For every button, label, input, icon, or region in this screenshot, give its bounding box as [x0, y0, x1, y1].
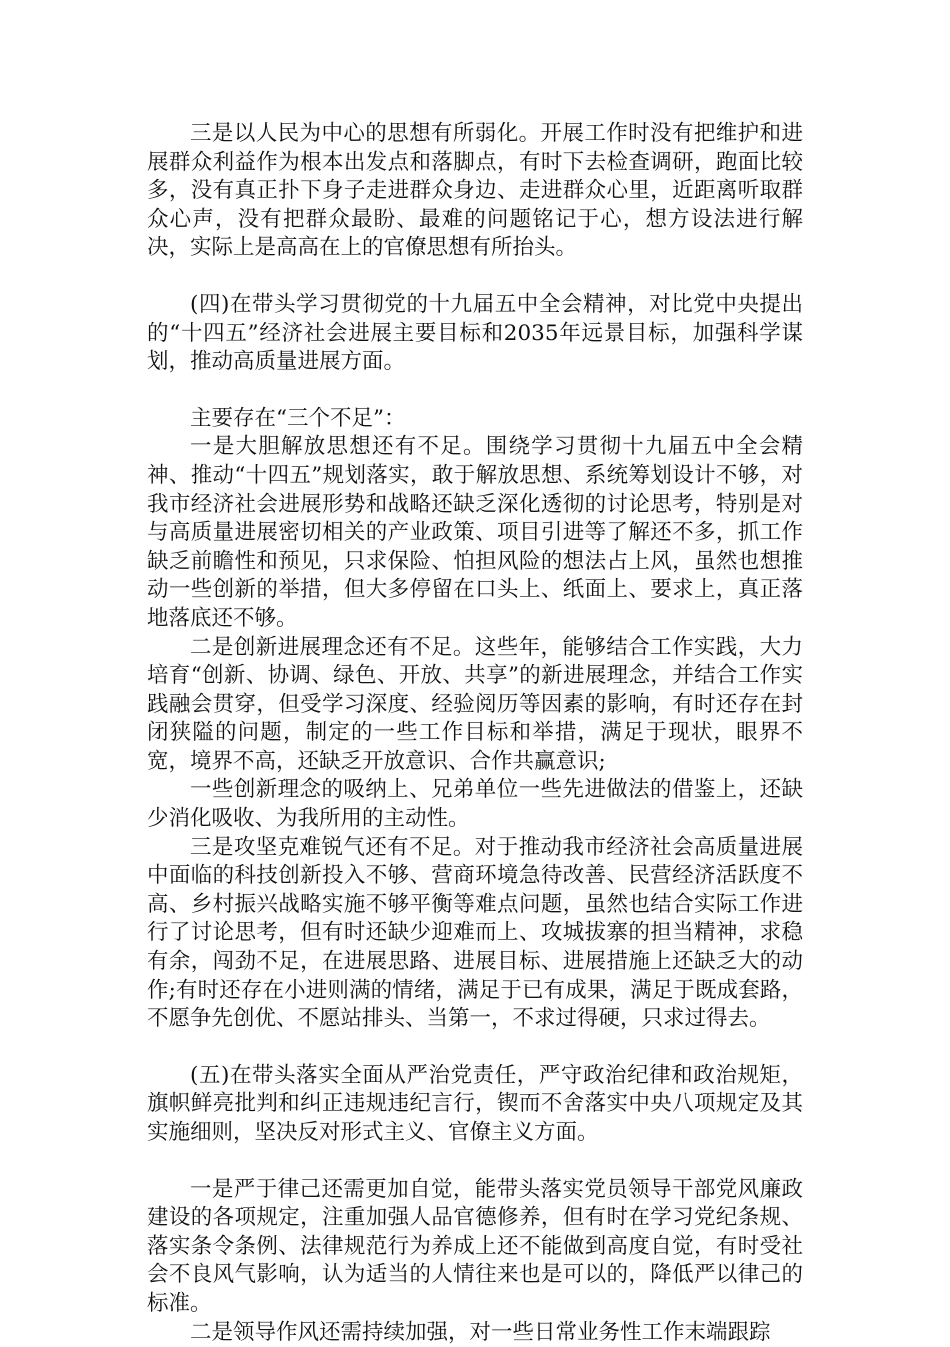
- section-heading-four: (四)在带头学习贯彻党的十九届五中全会精神，对比党中央提出的“十四五”经济社会进展主要目标和2035年远景目标，加强科学谋划，推动高质量进展方面。: [147, 291, 803, 375]
- paragraph-tackle-difficulties: 三是攻坚克难锐气还有不足。对于推动我市经济社会高质量进展中面临的科技创新投入不够、营商环境急待改善、民营经济活跃度不高、乡村振兴战略实施不够平衡等难点问题，虽然也结合实际工作进行了讨论思考，但有时还缺少迎难而上、攻城拔寨的担当精神，求稳有余，闯劲不足，在进展思路、进展目标、进展措施上还缺乏大的动作;有时还存在小进则满的情绪，满足于已有成果，满足于既成套路，不愿争先创优、不愿站排头、当第一，不求过得硬，只求过得去。: [147, 834, 803, 1032]
- paragraph-people-centered: 三是以人民为中心的思想有所弱化。开展工作时没有把维护和进展群众利益作为根本出发点和落脚点，有时下去检查调研，跑面比较多，没有真正扑下身子走进群众身边、走进群众心里，近距离听取群众心声，没有把群众最盼、最难的问题铭记于心，想方设法进行解决，实际上是高高在上的官僚思想有所抬头。: [147, 121, 803, 261]
- paragraph-absorb-ideas: 一些创新理念的吸纳上、兄弟单位一些先进做法的借鉴上，还缺少消化吸收、为我所用的主动性。: [147, 777, 803, 832]
- paragraph-leadership-style: 二是领导作风还需持续加强，对一些日常业务性工作末端跟踪: [190, 1319, 771, 1345]
- paragraph-innovation-concept: 二是创新进展理念还有不足。这些年，能够结合工作实践，大力培育“创新、协调、绿色、开放、共享”的新进展理念，并结合工作实践融会贯穿，但受学习深度、经验阅历等因素的影响，有时还存在封闭狭隘的问题，制定的一些工作目标和举措，满足于现状，眼界不宽，境界不高，还缺乏开放意识、合作共赢意识;: [147, 634, 803, 774]
- section-heading-five: (五)在带头落实全面从严治党责任，严守政治纪律和政治规矩，旗帜鲜亮批判和纠正违规违纪言行，锲而不舍落实中央八项规定及其实施细则，坚决反对形式主义、官僚主义方面。: [147, 1062, 803, 1145]
- paragraph-emancipate-thinking: 一是大胆解放思想还有不足。围绕学习贯彻十九届五中全会精神、推动“十四五”规划落实，敢于解放思想、系统筹划设计不够，对我市经济社会进展形势和战略还缺乏深化透彻的讨论思考，特别是对与高质量进展密切相关的产业政策、项目引进等了解还不多，抓工作缺乏前瞻性和预见，只求保险、怕担风险的想法占上风，虽然也想推动一些创新的举措，但大多停留在口头上、纸面上、要求上，真正落地落底还不够。: [147, 434, 803, 631]
- paragraph-self-discipline: 一是严于律己还需更加自觉，能带头落实党员领导干部党风廉政建设的各项规定，注重加强人品官德修养，但有时在学习党纪条规、落实条令条例、法律规范行为养成上还不能做到高度自觉，有时受社会不良风气影响，认为适当的人情往来也是可以的，降低严以律己的标准。: [147, 1176, 803, 1316]
- document-body: [147, 120, 803, 1347]
- paragraph-three-shortcomings-intro: 主要存在“三个不足”：: [190, 405, 406, 431]
